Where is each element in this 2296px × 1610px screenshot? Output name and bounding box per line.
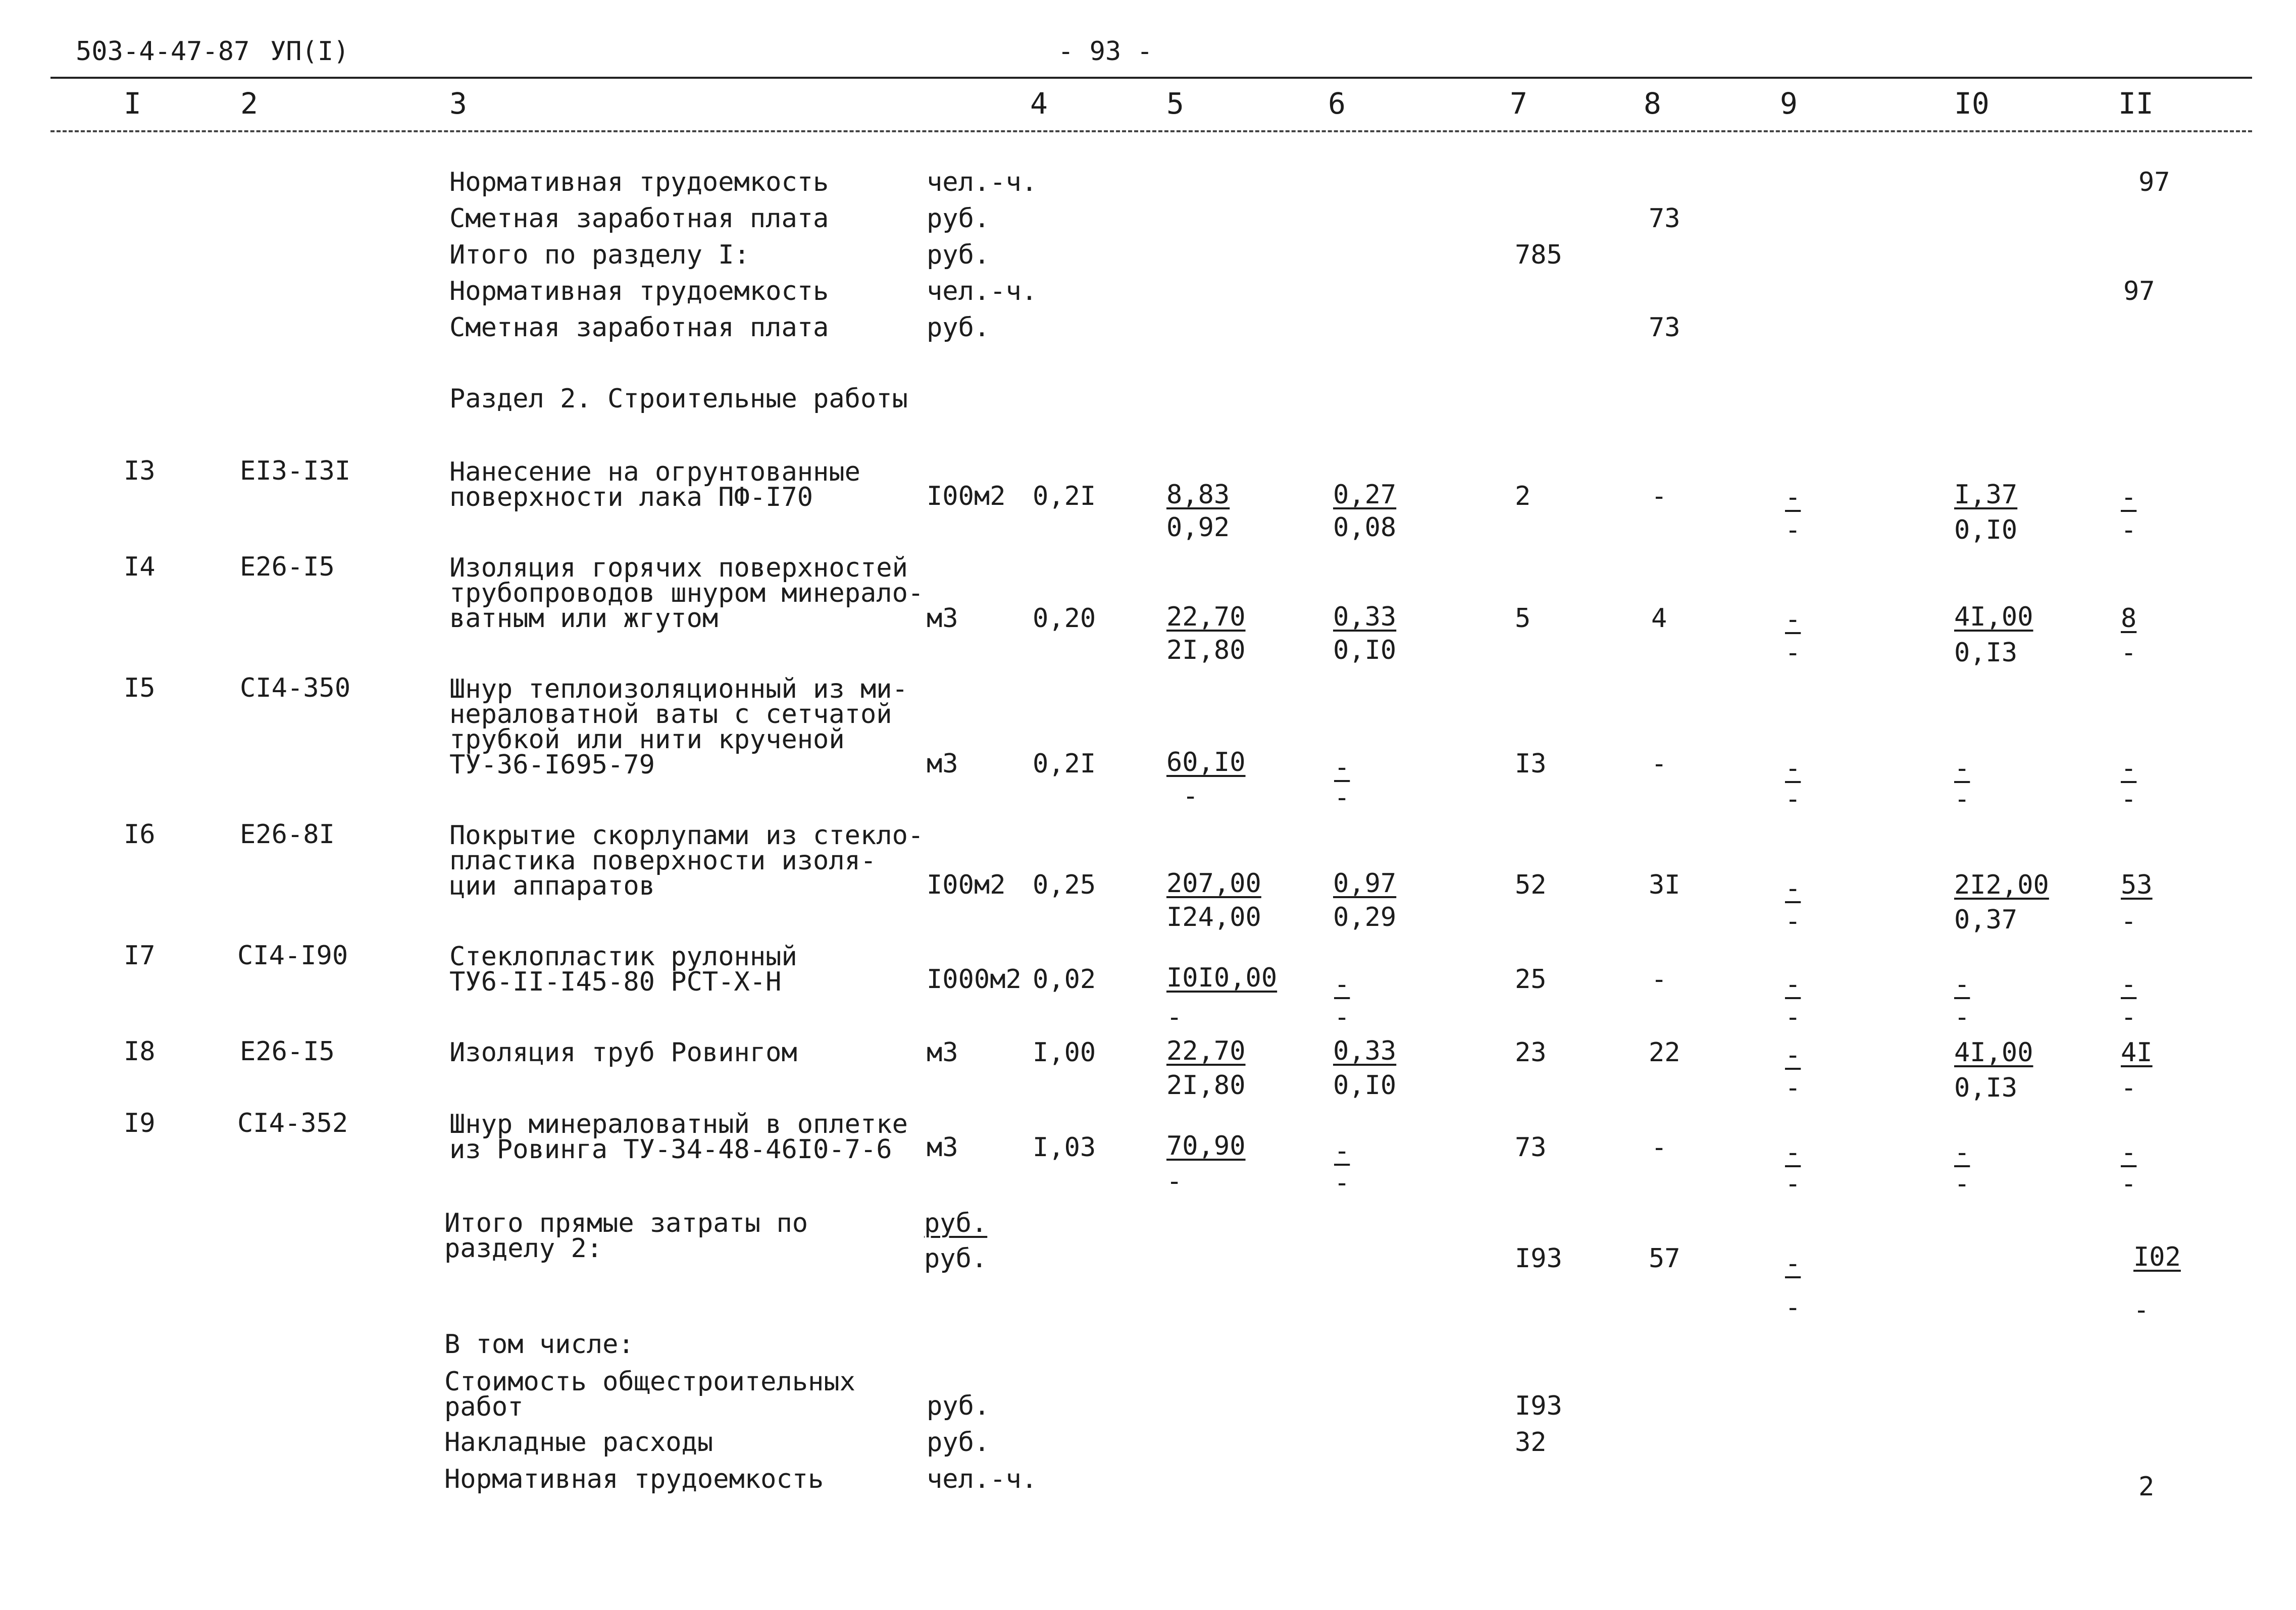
row-description: Нанесение на огрунтованные поверхности лака ПФ-I70 [449, 457, 860, 512]
machine-cost: - [1334, 1136, 1350, 1166]
summary-row-value: 97 [2123, 276, 2155, 306]
row-number: I9 [124, 1108, 156, 1138]
column-number-9: 9 [1780, 86, 1798, 121]
machine-cost: 0,33 [1333, 1036, 1397, 1066]
column-number-2: 2 [240, 86, 258, 121]
labor-per-unit: - [1954, 753, 1970, 784]
row-quantity: I,03 [1033, 1132, 1096, 1163]
unit-cost-total: I0I0,00 [1166, 963, 1278, 993]
col9-value: - [1785, 604, 1801, 635]
col9-sub: - [1785, 784, 1801, 814]
unit-cost-total: 70,90 [1166, 1131, 1246, 1161]
total-wage: - [1651, 749, 1667, 779]
unit-cost-wage: 2I,80 [1166, 635, 1246, 665]
summary-row-value: 73 [1649, 313, 1680, 343]
including-row-unit: руб. [927, 1427, 990, 1458]
column-number-8: 8 [1644, 86, 1661, 121]
labor-per-unit: - [1954, 969, 1970, 1000]
col9-sub: - [1785, 1073, 1801, 1103]
row-number: I4 [124, 552, 156, 582]
total-cost: 23 [1515, 1037, 1547, 1068]
row-quantity: 0,2I [1033, 749, 1096, 779]
total-cost: 52 [1515, 870, 1547, 900]
total-wage: - [1651, 964, 1667, 995]
including-row-unit: чел.-ч. [927, 1464, 1038, 1494]
including-row-value: 2 [2138, 1472, 2155, 1502]
labor-per-unit-sub: 0,I3 [1954, 638, 2018, 668]
labor-total: - [2121, 969, 2137, 1000]
total-cost: 25 [1515, 964, 1547, 995]
section-total-col9: - [1785, 1249, 1801, 1279]
summary-row-label: Сметная заработная плата [449, 203, 829, 234]
col9-sub: - [1785, 906, 1801, 937]
summary-row-unit: руб. [927, 203, 990, 234]
column-number-5: 5 [1166, 86, 1184, 121]
row-unit: м3 [927, 1132, 958, 1163]
labor-per-unit-sub: 0,I3 [1954, 1073, 2018, 1103]
total-wage: 22 [1649, 1037, 1680, 1068]
total-cost: 5 [1515, 603, 1531, 634]
row-quantity: 0,2I [1033, 481, 1096, 511]
summary-row-label: Нормативная трудоемкость [449, 167, 829, 197]
labor-per-unit-sub: 0,37 [1954, 905, 2018, 935]
unit-cost-wage: 2I,80 [1166, 1070, 1246, 1101]
album-number: УП(I) [270, 36, 349, 67]
unit-cost-total: 22,70 [1166, 1036, 1246, 1066]
section-title: Раздел 2. Строительные работы [449, 384, 908, 414]
column-number-11: II [2118, 86, 2154, 121]
row-number: I8 [124, 1036, 156, 1067]
labor-total: 8 [2121, 603, 2137, 634]
row-code: EI3-I3I [240, 456, 351, 486]
col9-sub: - [1785, 1002, 1801, 1032]
row-number: I3 [124, 456, 156, 486]
unit-cost-wage: 0,92 [1166, 512, 1230, 543]
unit-cost-wage: - [1166, 1002, 1183, 1032]
page-number: - 93 - [1058, 36, 1153, 67]
row-unit: I00м2 [927, 870, 1006, 900]
header-bottom-rule [50, 130, 2252, 132]
row-quantity: 0,20 [1033, 603, 1096, 634]
unit-cost-total: 22,70 [1166, 602, 1246, 632]
row-code: E26-8I [240, 819, 335, 850]
summary-row-label: Сметная заработная плата [449, 313, 829, 343]
col9-value: - [1785, 1040, 1801, 1070]
machine-cost: 0,97 [1333, 868, 1397, 899]
labor-per-unit: I,37 [1954, 480, 2018, 510]
unit-cost-total: 8,83 [1166, 480, 1230, 510]
column-number-4: 4 [1030, 86, 1048, 121]
labor-total-sub: - [2121, 1073, 2137, 1103]
section-total-wage: 57 [1649, 1243, 1680, 1274]
labor-per-unit: - [1954, 1137, 1970, 1168]
row-code: E26-I5 [240, 1036, 335, 1067]
row-description: Шнур минераловатный в оплетке из Ровинга ТУ-34-48-46I0-7-6 [449, 1109, 908, 1165]
summary-row-unit: руб. [927, 313, 990, 343]
row-quantity: 0,25 [1033, 870, 1096, 900]
col9-sub: - [1785, 1169, 1801, 1199]
unit-cost-wage: - [1183, 781, 1199, 811]
including-row-label: Нормативная трудоемкость [444, 1464, 824, 1494]
summary-row-unit: чел.-ч. [927, 276, 1038, 306]
labor-per-unit: 4I,00 [1954, 1037, 2033, 1068]
column-number-3: 3 [449, 86, 467, 121]
including-row-value: I93 [1515, 1391, 1562, 1421]
row-code: E26-I5 [240, 552, 335, 582]
labor-total-sub: - [2121, 1169, 2137, 1199]
section-total-labor: I02 [2133, 1242, 2181, 1272]
col9-value: - [1785, 969, 1801, 1000]
summary-row-value: 785 [1515, 240, 1562, 270]
row-number: I5 [124, 673, 156, 703]
row-code: CI4-352 [237, 1108, 348, 1138]
total-cost: 2 [1515, 481, 1531, 511]
including-row-value: 32 [1515, 1427, 1547, 1458]
labor-per-unit: 4I,00 [1954, 602, 2033, 632]
unit-cost-wage: I24,00 [1166, 902, 1261, 932]
including-row-label: Накладные расходы [444, 1427, 713, 1458]
labor-total: - [2121, 482, 2137, 512]
row-code: CI4-I90 [237, 941, 348, 971]
row-quantity: I,00 [1033, 1037, 1096, 1068]
row-number: I7 [124, 941, 156, 971]
col9-value: - [1785, 482, 1801, 512]
row-unit: I000м2 [927, 964, 1022, 995]
row-description: Изоляция труб Ровингом [449, 1037, 797, 1068]
section-total-col9-sub: - [1785, 1292, 1801, 1323]
labor-per-unit-sub: 0,I0 [1954, 515, 2018, 545]
machine-cost-wage: 0,08 [1333, 512, 1397, 543]
row-description: Стеклопластик рулонный ТУ6-II-I45-80 РСТ-Х-Н [449, 942, 797, 997]
row-description: Шнур теплоизоляционный из ми- нераловатной ваты с сетчатой трубкой или нити крученой ТУ-36-I695-79 [449, 674, 908, 780]
row-code: CI4-350 [240, 673, 351, 703]
column-number-7: 7 [1510, 86, 1527, 121]
total-cost: I3 [1515, 749, 1547, 779]
unit-cost-total: 207,00 [1166, 868, 1261, 899]
col9-value: - [1785, 753, 1801, 784]
labor-per-unit-sub: - [1954, 1002, 1970, 1032]
labor-total-sub: - [2121, 906, 2137, 937]
section-total-cost: I93 [1515, 1243, 1562, 1274]
machine-cost: 0,33 [1333, 602, 1397, 632]
labor-total-sub: - [2121, 784, 2137, 814]
labor-total: - [2121, 753, 2137, 784]
including-row-label: Стоимость общестроительных работ [444, 1367, 855, 1422]
col9-sub: - [1785, 638, 1801, 668]
labor-per-unit: 2I2,00 [1954, 870, 2049, 900]
machine-cost-wage: - [1334, 1168, 1350, 1198]
summary-row-unit: руб. [927, 240, 990, 270]
machine-cost-wage: 0,29 [1333, 902, 1397, 932]
section-total-unit: руб. [924, 1208, 988, 1238]
row-unit: м3 [927, 1037, 958, 1068]
total-cost: 73 [1515, 1132, 1547, 1163]
row-description: Покрытие скорлупами из стекло- пластика поверхности изоля- ции аппаратов [449, 820, 924, 901]
section-total-label: Итого прямые затраты по разделу 2: [444, 1208, 808, 1264]
labor-total: 53 [2121, 870, 2153, 900]
col9-value: - [1785, 1137, 1801, 1168]
summary-row-label: Нормативная трудоемкость [449, 276, 829, 306]
labor-per-unit-sub: - [1954, 784, 1970, 814]
row-unit: м3 [927, 749, 958, 779]
unit-cost-wage: - [1166, 1166, 1183, 1197]
column-number-10: I0 [1954, 86, 1989, 121]
labor-total: 4I [2121, 1037, 2153, 1068]
section-total-labor-sub: - [2133, 1295, 2150, 1325]
total-wage: - [1651, 1132, 1667, 1163]
summary-row-unit: чел.-ч. [927, 167, 1038, 197]
labor-total-sub: - [2121, 638, 2137, 668]
total-wage: 4 [1651, 603, 1667, 634]
row-number: I6 [124, 819, 156, 850]
labor-total-sub: - [2121, 515, 2137, 545]
row-unit: I00м2 [927, 481, 1006, 511]
total-wage: - [1651, 481, 1667, 511]
row-quantity: 0,02 [1033, 964, 1096, 995]
summary-row-value: 97 [2138, 167, 2170, 197]
column-number-1: I [124, 86, 141, 121]
col9-sub: - [1785, 515, 1801, 545]
including-title: В том числе: [444, 1329, 634, 1360]
labor-total: - [2121, 1137, 2137, 1168]
machine-cost: - [1334, 969, 1350, 1000]
machine-cost-wage: - [1334, 1002, 1350, 1032]
including-row-unit: руб. [927, 1391, 990, 1421]
column-number-6: 6 [1328, 86, 1346, 121]
machine-cost-wage: 0,I0 [1333, 1070, 1397, 1101]
col9-value: - [1785, 873, 1801, 904]
machine-cost: 0,27 [1333, 480, 1397, 510]
total-wage: 3I [1649, 870, 1680, 900]
summary-row-label: Итого по разделу I: [449, 240, 750, 270]
section-total-unit: руб. [924, 1243, 988, 1274]
unit-cost-total: 60,I0 [1166, 747, 1246, 777]
labor-total-sub: - [2121, 1002, 2137, 1032]
header-top-rule [50, 77, 2252, 79]
machine-cost: - [1334, 752, 1350, 783]
document-code: 503-4-47-87 [76, 36, 250, 67]
summary-row-value: 73 [1649, 203, 1680, 234]
row-unit: м3 [927, 603, 958, 634]
labor-per-unit-sub: - [1954, 1169, 1970, 1199]
row-description: Изоляция горячих поверхностей трубопроводов шнуром минерало- ватным или жгутом [449, 553, 924, 634]
machine-cost-wage: 0,I0 [1333, 635, 1397, 665]
machine-cost-wage: - [1334, 783, 1350, 813]
